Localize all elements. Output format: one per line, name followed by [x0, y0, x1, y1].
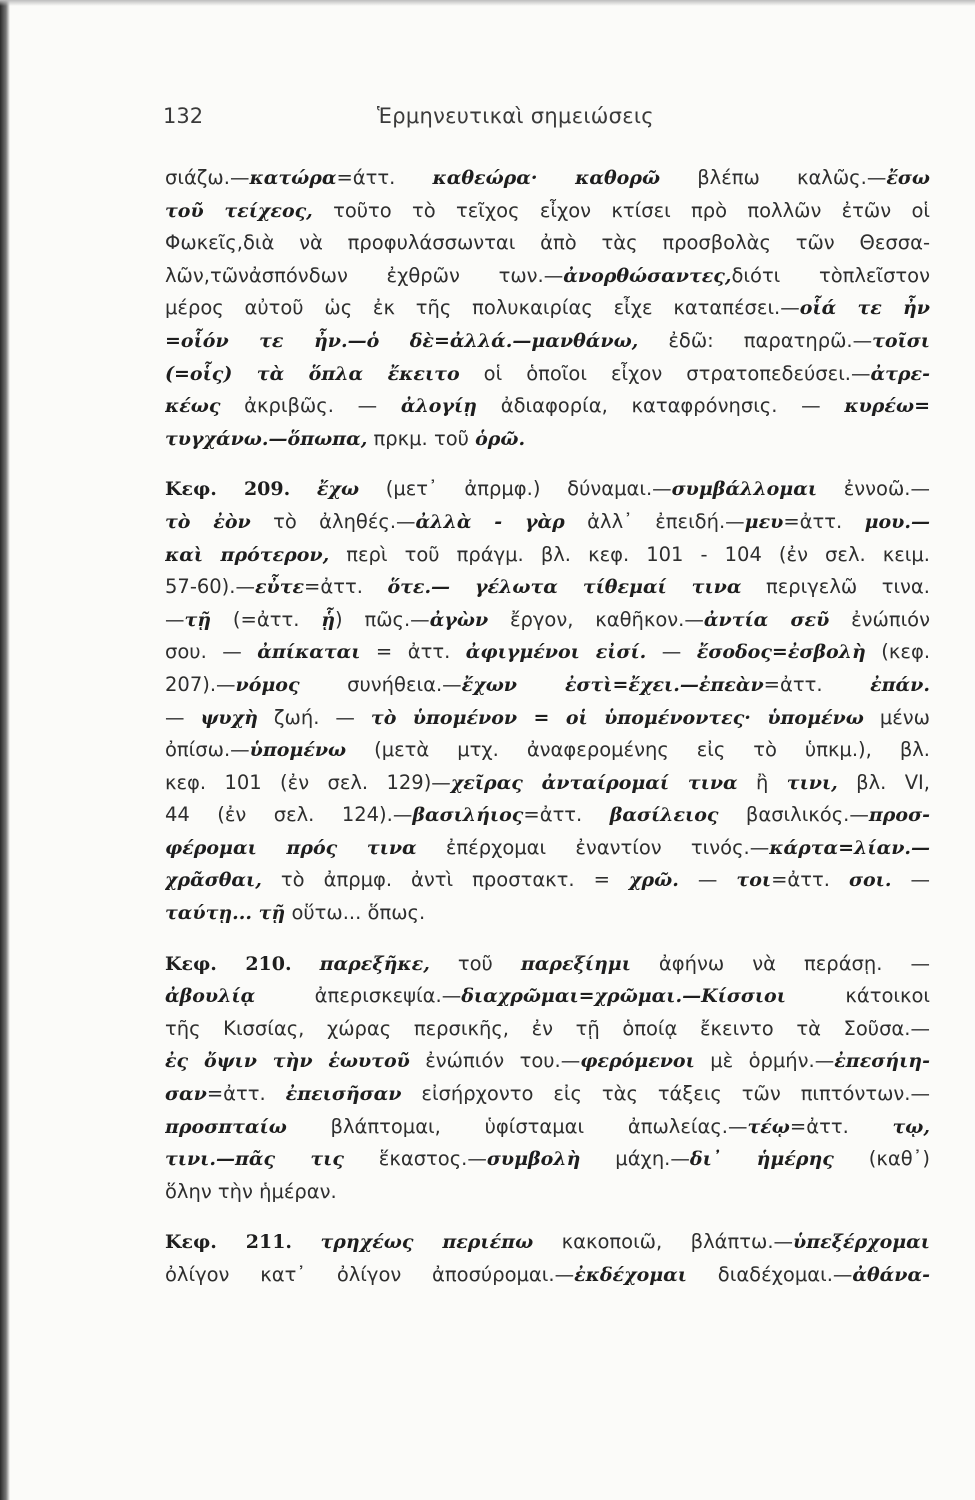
lemma-term: κέως: [165, 395, 221, 418]
gloss-text: (μετὰ μτχ. ἀναφερομένης εἰς τὸ ὑπκμ.), βλ.: [346, 738, 930, 762]
gloss-text: ἐπέρχομαι ἐναντίον τινός.—: [416, 835, 770, 859]
lemma-term: ἀπίκαται: [257, 641, 361, 664]
lemma-term: ἀθάνα-: [852, 1264, 930, 1286]
gloss-text: —: [891, 868, 930, 892]
gloss-text: [292, 952, 320, 975]
gloss-text: σου. —: [165, 640, 258, 664]
gloss-text: —: [678, 868, 737, 892]
gloss-text: ὀπίσω.—: [165, 738, 250, 762]
lemma-term: ἀβουλίᾳ: [165, 985, 256, 1008]
gloss-text: διότι τὸπλεῖστον: [731, 263, 930, 287]
gloss-text: —: [646, 640, 697, 664]
gloss-text: ἢ: [737, 770, 787, 794]
gloss-text: = ἀττ.: [360, 640, 466, 664]
text-line: [165, 980, 930, 1013]
lemma-term: ἀντία σεῦ: [703, 608, 830, 631]
running-head: [163, 104, 923, 138]
lemma-term: ἀλογίῃ: [400, 395, 477, 418]
lemma-term: ἀγὼν: [429, 608, 489, 631]
text-line: [165, 604, 930, 637]
commentary-text: [165, 162, 930, 1292]
lemma-term: μευ: [744, 510, 784, 533]
lemma-term: τρηχέως περιέπω: [320, 1231, 534, 1254]
text-line: [165, 1143, 930, 1176]
lemma-term: ἔχων ἐστὶ=ἔχει.—ἐπεὰν: [461, 673, 764, 696]
lemma-term: εὖτε: [254, 576, 305, 599]
lemma-term: τὸ ὑπομένον = οἱ ὑπομένοντες· ὑπομένω: [370, 706, 864, 729]
text-line: [165, 539, 930, 572]
text-line: [165, 897, 930, 930]
lemma-term: καὶ πρότερον,: [165, 543, 330, 566]
gloss-text: λῶν,τῶνἀσπόνδων ἐχθρῶν των.—: [165, 263, 564, 287]
gloss-text: 207).—: [165, 672, 236, 696]
text-line: [165, 1078, 930, 1111]
lemma-term: ὑπομένω: [249, 739, 347, 762]
lemma-term: τοῦ τείχεος,: [165, 199, 313, 222]
lemma-term: βασίλειος: [609, 804, 719, 827]
lemma-term: φερόμενοι: [580, 1050, 695, 1073]
lemma-term: τῳ,: [892, 1115, 930, 1138]
gloss-text: βλ. VI,: [837, 770, 930, 794]
text-line: [165, 636, 930, 669]
gloss-text: (μετ᾽ ἀπρμφ.) δύναμαι.—: [359, 477, 672, 501]
gloss-text: ἀκριβῶς. —: [220, 394, 401, 418]
lemma-term: τοῖσι: [872, 329, 930, 352]
gloss-text: ) πῶς.—: [335, 607, 430, 631]
scan-top-shadow: [0, 0, 975, 6]
gloss-text: τὸ ἀπρμφ. ἀντὶ προστακτ. =: [261, 868, 629, 892]
paragraph-gap: [165, 455, 930, 473]
text-line: [165, 1259, 930, 1292]
text-line: [165, 799, 930, 832]
text-line: [165, 1111, 930, 1144]
page-number: 132: [163, 104, 204, 128]
lemma-term: συμβολὴ: [486, 1148, 581, 1171]
gloss-text: ζωή. —: [257, 705, 371, 729]
text-line: [165, 260, 930, 293]
gloss-text: ἀπερισκεψία.—: [255, 984, 462, 1008]
text-line: [165, 1045, 930, 1078]
text-line: [165, 571, 930, 604]
lemma-term: ὁρῶ.: [475, 427, 526, 450]
gloss-text: περιγελῶ τινα.: [741, 575, 930, 599]
gloss-text: =ἀττ.: [771, 868, 849, 892]
gloss-text: ὀλίγον κατ᾽ ὀλίγον ἀποσύρομαι.—: [165, 1263, 575, 1286]
gloss-text: ὅλην τὴν ἡμέραν.: [165, 1179, 337, 1203]
gloss-text: διαδέχομαι.—: [687, 1263, 853, 1286]
gloss-text: εἰσήρχοντο εἰς τὰς τάξεις τῶν πιπτόντων.—: [401, 1082, 930, 1106]
lemma-term: =οἷόν τε ἦν.—ὁ δὲ=ἀλλά.—μανθάνω,: [165, 329, 639, 352]
gloss-text: 57-60).—: [165, 575, 255, 599]
gloss-text: σιάζω.—: [165, 166, 250, 189]
gloss-text: —: [165, 607, 185, 631]
text-line: [165, 767, 930, 800]
gloss-text: ἐδῶ: παρατηρῶ.—: [638, 328, 873, 352]
lemma-term: διαχρῶμαι=χρῶμαι.—Κίσσιοι: [461, 985, 786, 1008]
lemma-term: ἔσω: [886, 167, 930, 189]
gloss-text: κεφ. 101 (ἐν σελ. 129)—: [165, 770, 451, 794]
lemma-term: ἀνορθώσαντες,: [563, 264, 732, 287]
gloss-text: [292, 1230, 320, 1253]
gloss-text: συνήθεια.—: [299, 672, 462, 696]
lemma-term: ἐκδέχομαι: [574, 1264, 687, 1286]
lemma-term: ἐπάν.: [870, 673, 930, 696]
gloss-text: τοῦ: [429, 951, 521, 975]
text-line: [165, 473, 930, 506]
text-line: [165, 358, 930, 391]
text-line: [165, 734, 930, 767]
gloss-text: κάτοικοι: [785, 984, 930, 1008]
gloss-text: =ἀττ.: [523, 803, 610, 827]
lemma-term: ὑπεξέρχομαι: [793, 1231, 930, 1254]
gloss-text: =ἀττ.: [206, 1082, 286, 1106]
lemma-term: συμβάλλομαι: [671, 478, 818, 501]
chapter-heading: Κεφ. 210.: [165, 952, 292, 975]
gloss-text: ἔργον, καθῆκον.—: [488, 607, 704, 631]
scan-edge-shadow: [0, 0, 10, 1500]
gloss-text: περὶ τοῦ πράγμ. βλ. κεφ. 101 - 104 (ἐν σελ. κειμ.: [329, 542, 930, 566]
text-line: [165, 702, 930, 735]
text-line: [165, 506, 930, 539]
lemma-term: κάρτα=λίαν.—: [769, 836, 930, 859]
lemma-term: χρᾶσθαι,: [165, 869, 262, 892]
gloss-text: τοῦτο τὸ τεῖχος εἶχον κτίσει πρὸ πολλῶν ἐτῶν οἱ: [312, 198, 930, 222]
lemma-term: σοι.: [848, 869, 892, 892]
gloss-text: ἐννοῶ.—: [817, 477, 930, 501]
lemma-term: οἷά τε ἦν: [799, 297, 930, 320]
gloss-text: ἕκαστος.—: [343, 1147, 487, 1171]
gloss-text: 44 (ἐν σελ. 124).—: [165, 803, 413, 827]
lemma-term: τυγχάνω.—ὅπωπα,: [165, 427, 368, 450]
lemma-term: βασιλήιος: [412, 804, 524, 827]
gloss-text: ἀδιαφορία, καταφρόνησις. —: [477, 394, 845, 418]
text-line: [165, 292, 930, 325]
lemma-term: ἐπεσήιη-: [834, 1050, 930, 1073]
text-line: [165, 669, 930, 702]
lemma-term: ἔχω: [316, 478, 360, 501]
lemma-term: χρῶ.: [629, 869, 679, 892]
paragraph-gap: [165, 930, 930, 948]
text-line: [165, 325, 930, 358]
lemma-term: ἀλλὰ - γὰρ: [415, 510, 565, 533]
gloss-text: μάχη.—: [580, 1147, 690, 1171]
paragraph-gap: [165, 1208, 930, 1226]
gloss-text: οὕτω... ὅπως.: [285, 901, 426, 925]
lemma-term: τινι.—πᾶς τις: [165, 1148, 344, 1171]
lemma-term: προσπταίω: [165, 1115, 287, 1138]
lemma-term: τέῳ: [747, 1115, 790, 1138]
gloss-text: ἀλλ᾽ ἐπειδή.—: [564, 509, 745, 533]
lemma-term: τῇ: [184, 608, 212, 631]
lemma-term: καθεώρα· καθορῶ: [432, 167, 661, 189]
text-line: [165, 227, 930, 260]
gloss-text: ἐνώπιόν: [829, 607, 930, 631]
lemma-term: ταύτῃ... τῇ: [165, 902, 286, 925]
lemma-term: χεῖρας ἀνταίρομαί τινα: [450, 771, 738, 794]
gloss-text: =ἀττ.: [304, 575, 388, 599]
lemma-term: κυρέω=: [844, 395, 930, 418]
gloss-text: =ἀττ.: [789, 1114, 893, 1138]
gloss-text: τὸ ἀληθές.—: [250, 509, 416, 533]
text-line: [165, 1226, 930, 1259]
text-line: [165, 162, 930, 195]
lemma-term: ἐπεισῆσαν: [285, 1083, 402, 1106]
lemma-term: σαν: [165, 1083, 207, 1106]
gloss-text: (κεφ.: [865, 640, 930, 664]
gloss-text: μὲ ὁρμήν.—: [694, 1049, 835, 1073]
gloss-text: Φωκεῖς,διὰ νὰ προφυλάσσωνται ἀπὸ τὰς προσβολὰς τῶν Θεσσα-: [165, 231, 930, 255]
lemma-term: μου.—: [864, 510, 930, 533]
gloss-text: =ἀττ.: [783, 509, 865, 533]
text-line: [165, 832, 930, 865]
lemma-term: τὸ ἐὸν: [165, 510, 251, 533]
lemma-term: ἀφιγμένοι εἰσί.: [465, 641, 647, 664]
lemma-term: νόμος: [235, 673, 300, 696]
gloss-text: —: [165, 705, 201, 729]
text-line: [165, 390, 930, 423]
lemma-term: παρεξίημι: [520, 952, 631, 975]
gloss-text: βλέπω καλῶς.—: [660, 166, 887, 189]
gloss-text: πρκμ. τοῦ: [367, 426, 476, 450]
gloss-text: ἐνώπιόν του.—: [409, 1049, 581, 1073]
gloss-text: μέρος αὐτοῦ ὡς ἐκ τῆς πολυκαιρίας εἶχε καταπέσει.—: [165, 296, 800, 320]
lemma-term: ἐς ὄψιν τὴν ἑωυτοῦ: [165, 1050, 410, 1073]
lemma-term: παρεξῆκε,: [319, 952, 430, 975]
gloss-text: βλάπτομαι, ὑφίσταμαι ἀπωλείας.—: [286, 1114, 748, 1138]
chapter-heading: Κεφ. 211.: [165, 1231, 293, 1254]
gloss-text: =άττ.: [336, 166, 433, 189]
running-title: Ἑρμηνευτικαὶ σημειώσεις: [377, 104, 654, 128]
text-line: [165, 1176, 930, 1209]
text-line: [165, 423, 930, 456]
gloss-text: (καθ᾽): [833, 1147, 930, 1171]
lemma-term: ἀτρε-: [870, 362, 930, 385]
text-line: [165, 195, 930, 228]
lemma-term: ᾗ: [321, 608, 336, 631]
lemma-term: κατώρα: [249, 167, 337, 189]
lemma-term: τινι,: [786, 771, 838, 794]
gloss-text: κακοποιῶ, βλάπτω.—: [533, 1230, 794, 1254]
lemma-term: φέρομαι πρός τινα: [165, 836, 417, 859]
gloss-text: βασιλικός.—: [718, 803, 869, 827]
gloss-text: ἀφήνω νὰ περάσῃ. —: [630, 951, 930, 975]
gloss-text: οἱ ὁποῖοι εἶχον στρατοπεδεύσει.—: [459, 361, 871, 385]
gloss-text: τῆς Κισσίας, χώρας περσικῆς, ἐν τῇ ὁποίᾳ ἔκειντο τὰ Σοῦσα.—: [165, 1016, 930, 1040]
lemma-term: ἔσοδος=ἐσβολὴ: [696, 641, 866, 664]
lemma-term: τοι: [736, 869, 772, 892]
lemma-term: δι᾽ ἡμέρης: [689, 1148, 834, 1171]
text-line: [165, 1013, 930, 1046]
gloss-text: (=ἀττ.: [211, 607, 322, 631]
text-line: [165, 948, 930, 981]
lemma-term: ὅτε.— γέλωτα τίθεμαί τινα: [387, 576, 742, 599]
lemma-term: προσ-: [868, 804, 930, 827]
lemma-term: (=οἷς) τὰ ὅπλα ἔκειτο: [165, 362, 460, 385]
gloss-text: μένω: [863, 705, 930, 729]
text-line: [165, 864, 930, 897]
lemma-term: ψυχὴ: [200, 706, 258, 729]
gloss-text: [290, 477, 317, 500]
gloss-text: =ἀττ.: [763, 672, 871, 696]
chapter-heading: Κεφ. 209.: [165, 478, 291, 501]
